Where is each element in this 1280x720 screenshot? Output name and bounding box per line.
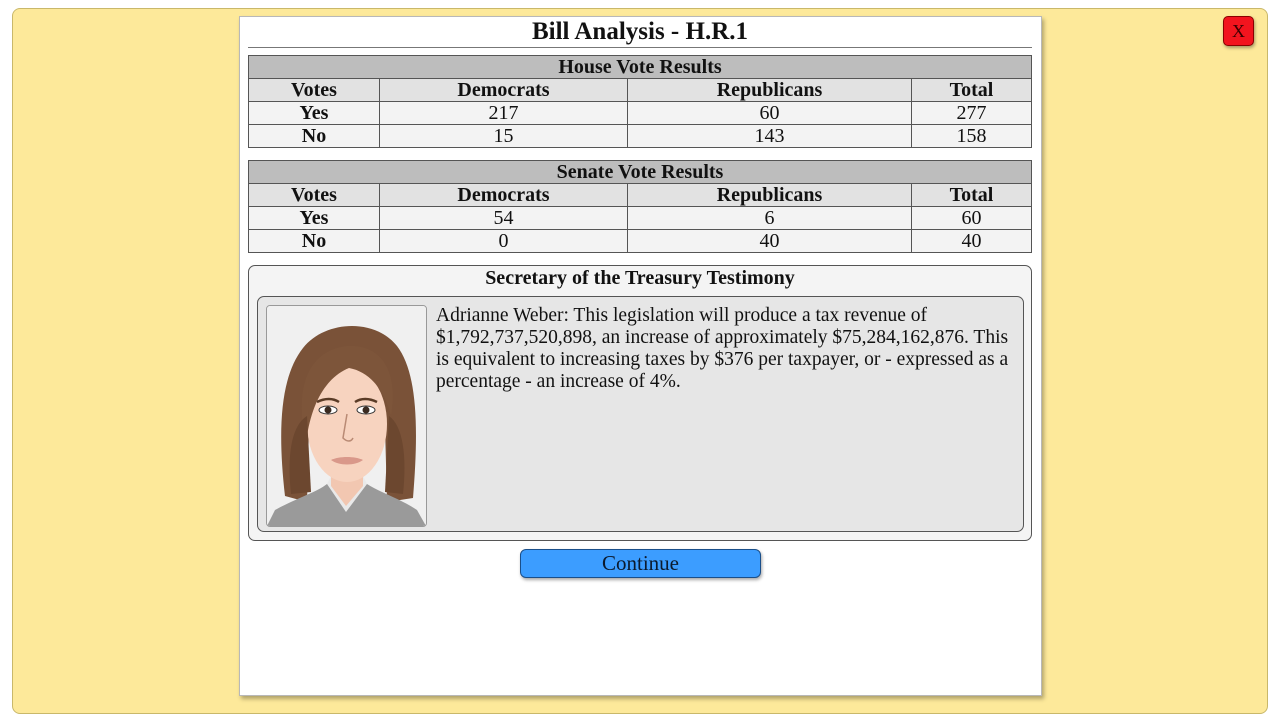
democrats-cell: 217 xyxy=(380,102,628,125)
total-cell: 60 xyxy=(912,207,1032,230)
woman-portrait-icon xyxy=(266,305,427,527)
total-cell: 277 xyxy=(912,102,1032,125)
row-label: No xyxy=(249,230,380,253)
column-header-votes: Votes xyxy=(249,79,380,102)
democrats-cell: 0 xyxy=(380,230,628,253)
house-vote-table xyxy=(248,55,1032,148)
table-row xyxy=(249,207,1032,230)
column-header-republicans: Republicans xyxy=(628,79,912,102)
column-header-total: Total xyxy=(912,184,1032,207)
table-row xyxy=(249,102,1032,125)
senate-table-caption: Senate Vote Results xyxy=(249,161,1032,184)
testimony-text: Adrianne Weber: This legislation will produce a tax revenue of $1,792,737,520,898, an increase of approximately $75,284,162,876. This is equivalent to increasing taxes by $376 per taxpayer, or - expressed as a percentage - an increase of 4%. xyxy=(436,305,1009,392)
senate-vote-table xyxy=(248,160,1032,253)
table-row xyxy=(249,125,1032,148)
democrats-cell: 15 xyxy=(380,125,628,148)
republicans-cell: 6 xyxy=(628,207,912,230)
row-label: No xyxy=(249,125,380,148)
continue-button[interactable]: Continue xyxy=(520,549,761,578)
treasury-testimony-box xyxy=(248,265,1032,541)
democrats-cell: 54 xyxy=(380,207,628,230)
column-header-total: Total xyxy=(912,79,1032,102)
column-header-republicans: Republicans xyxy=(628,184,912,207)
republicans-cell: 40 xyxy=(628,230,912,253)
total-cell: 40 xyxy=(912,230,1032,253)
row-label: Yes xyxy=(249,102,380,125)
testimony-body xyxy=(257,296,1024,532)
testimony-title: Secretary of the Treasury Testimony xyxy=(485,267,795,289)
column-header-votes: Votes xyxy=(249,184,380,207)
republicans-cell: 60 xyxy=(628,102,912,125)
row-label: Yes xyxy=(249,207,380,230)
house-table-caption: House Vote Results xyxy=(249,56,1032,79)
close-button[interactable]: X xyxy=(1223,16,1254,46)
column-header-democrats: Democrats xyxy=(380,184,628,207)
republicans-cell: 143 xyxy=(628,125,912,148)
table-row xyxy=(249,230,1032,253)
total-cell: 158 xyxy=(912,125,1032,148)
dialog-title: Bill Analysis - H.R.1 xyxy=(248,17,1032,48)
column-header-democrats: Democrats xyxy=(380,79,628,102)
bill-analysis-dialog xyxy=(239,16,1042,696)
